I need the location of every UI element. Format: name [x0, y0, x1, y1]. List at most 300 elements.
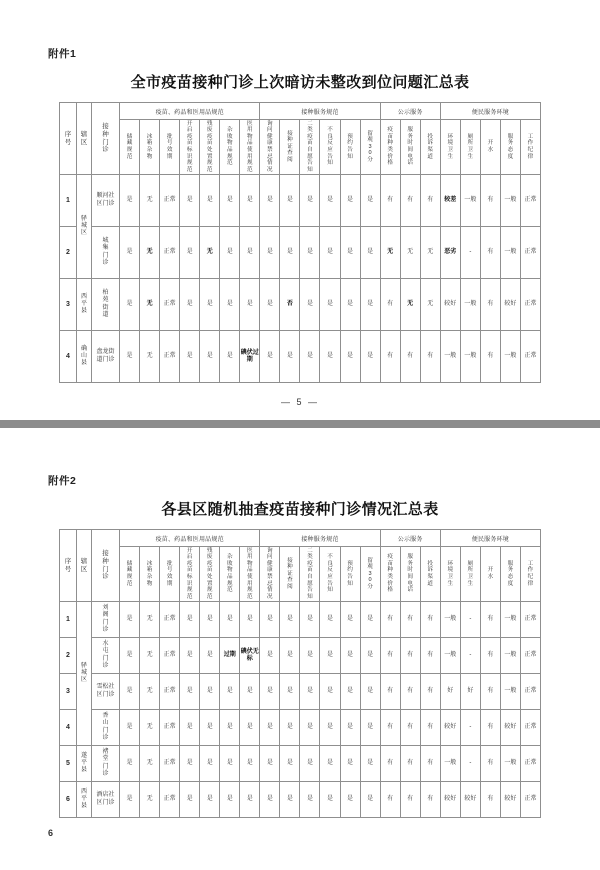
table-cell: 有: [400, 710, 420, 746]
col-header-9: 医 用 物 品 使 用 规 范: [240, 120, 260, 175]
table-cell: 是: [300, 227, 320, 279]
table-cell: 有: [420, 782, 440, 818]
table-cell: 有: [380, 175, 400, 227]
table-cell: 无: [140, 782, 160, 818]
table-cell: 是: [320, 782, 340, 818]
table-cell: 是: [240, 602, 260, 638]
table-cell: 是: [320, 602, 340, 638]
table-cell: 一般: [500, 175, 520, 227]
table-cell: 有: [420, 674, 440, 710]
table-cell: 是: [360, 279, 380, 331]
table-cell: 正常: [160, 674, 180, 710]
col-header-0: 序 号: [60, 530, 77, 602]
table-cell: 无: [140, 279, 160, 331]
col-header-13: 不 良 反 应 告 知: [320, 120, 340, 175]
table-cell: 是: [220, 602, 240, 638]
table-cell: 是: [320, 638, 340, 674]
table-body-1: [60, 175, 541, 383]
group-header-0: 疫苗、药品和医用品规范: [120, 103, 260, 120]
table-cell: 是: [260, 331, 280, 383]
table-cell: 是: [220, 175, 240, 227]
col-header-10: 询 问 健 康 禁 忌 情 况: [260, 547, 280, 602]
col-header-21: 开 水: [480, 120, 500, 175]
table-cell: 无: [400, 279, 420, 331]
col-header-18: 投 诉 渠 道: [420, 120, 440, 175]
table-cell: 一般: [460, 279, 480, 331]
table-cell: 是: [360, 710, 380, 746]
col-header-2: 接 种 门 诊: [92, 103, 120, 175]
row-region: 西 平 县: [77, 279, 92, 331]
table-cell: 是: [200, 602, 220, 638]
col-header-14: 预 约 告 知: [340, 120, 360, 175]
table-cell: 是: [220, 674, 240, 710]
table-cell: 是: [120, 175, 140, 227]
table-cell: 有: [420, 746, 440, 782]
table-cell: 是: [280, 175, 300, 227]
table-cell: 是: [200, 331, 220, 383]
table-cell: 有: [380, 638, 400, 674]
col-header-22: 服 务 态 度: [500, 547, 520, 602]
col-header-11: 接 种 证 查 阅: [280, 547, 300, 602]
table-cell: 是: [200, 746, 220, 782]
table-cell: 是: [300, 279, 320, 331]
table-cell: 较好: [460, 782, 480, 818]
row-clinic: 褚 堂 门 诊: [92, 746, 120, 782]
col-header-18: 投 诉 渠 道: [420, 547, 440, 602]
table-cell: 正常: [520, 175, 540, 227]
table-cell: 有: [400, 602, 420, 638]
table-cell: 是: [220, 710, 240, 746]
table-cell: 有: [400, 331, 420, 383]
table-cell: 正常: [520, 782, 540, 818]
col-header-5: 批 号 效 期: [160, 547, 180, 602]
table-cell: 是: [220, 746, 240, 782]
table-cell: 是: [360, 331, 380, 383]
table-cell: 无: [400, 227, 420, 279]
table-cell: 有: [480, 227, 500, 279]
table-cell: 正常: [520, 279, 540, 331]
table-cell: 有: [480, 710, 500, 746]
group-header-1: 接种服务规范: [260, 103, 380, 120]
table-cell: 碘伏无标: [240, 638, 260, 674]
row-region: 驿 城 区: [77, 602, 92, 746]
table-cell: 较好: [440, 782, 460, 818]
col-header-15: 留 观 3 0 分: [360, 547, 380, 602]
table-cell: 是: [180, 279, 200, 331]
col-header-3: 储 藏 规 范: [120, 120, 140, 175]
table-cell: 一般: [500, 746, 520, 782]
row-clinic: 刘 阁 门 诊: [92, 602, 120, 638]
table-cell: 是: [180, 638, 200, 674]
table-row: [60, 279, 541, 331]
table-cell: 是: [260, 674, 280, 710]
row-clinic: 酒店社 区门诊: [92, 782, 120, 818]
table-cell: 是: [300, 746, 320, 782]
table-cell: 有: [380, 674, 400, 710]
col-header-22: 服 务 态 度: [500, 120, 520, 175]
table-cell: 是: [260, 602, 280, 638]
table-cell: 有: [380, 279, 400, 331]
row-clinic: 香 山 门 诊: [92, 710, 120, 746]
table-cell: 是: [340, 602, 360, 638]
table-cell: 正常: [160, 782, 180, 818]
col-header-2: 接 种 门 诊: [92, 530, 120, 602]
table-header-1: [60, 103, 541, 175]
table-cell: 无: [140, 710, 160, 746]
table-cell: 是: [240, 175, 260, 227]
table-cell: 恶劣: [440, 227, 460, 279]
table-cell: 正常: [520, 674, 540, 710]
table-cell: 一般: [440, 331, 460, 383]
table-cell: 是: [320, 279, 340, 331]
row-clinic: 顺河社 区门诊: [92, 175, 120, 227]
page-separator: [0, 420, 600, 428]
table-cell: 有: [400, 782, 420, 818]
summary-table-1: [59, 102, 541, 383]
table-cell: 是: [340, 746, 360, 782]
row-clinic: 柏 苑 街 道: [92, 279, 120, 331]
col-header-7: 残 废 疫 苗 处 置 规 范: [200, 120, 220, 175]
table-cell: 是: [120, 227, 140, 279]
table-cell: 正常: [160, 602, 180, 638]
group-header-2: 公示服务: [380, 103, 440, 120]
table-cell: 是: [200, 638, 220, 674]
table-cell: 是: [200, 175, 220, 227]
table-cell: 正常: [160, 175, 180, 227]
col-header-8: 杂 敗 物 品 规 范: [220, 547, 240, 602]
table-cell: 是: [240, 782, 260, 818]
table-cell: 无: [380, 227, 400, 279]
col-header-23: 工 作 纪 律: [520, 120, 540, 175]
table-cell: 无: [140, 602, 160, 638]
group-header-0: 疫苗、药品和医用品规范: [120, 530, 260, 547]
col-header-11: 接 种 证 查 阅: [280, 120, 300, 175]
table-cell: -: [460, 227, 480, 279]
row-index: 2: [60, 227, 77, 279]
table-cell: 无: [140, 331, 160, 383]
table-row: [60, 602, 541, 638]
table-cell: 是: [240, 710, 260, 746]
row-index: 4: [60, 710, 77, 746]
col-header-17: 服 务 时 间 电 话: [400, 120, 420, 175]
table-cell: -: [460, 638, 480, 674]
table-cell: 正常: [520, 602, 540, 638]
table-cell: 否: [280, 279, 300, 331]
col-header-16: 疫 苗 种 类 价 格: [380, 120, 400, 175]
col-header-7: 残 废 疫 苗 处 置 规 范: [200, 547, 220, 602]
col-header-12: 二 类 疫 苗 自 愿 告 知: [300, 547, 320, 602]
table-cell: 有: [480, 279, 500, 331]
table-cell: 是: [360, 782, 380, 818]
table-cell: 是: [340, 227, 360, 279]
table-cell: 一般: [440, 746, 460, 782]
row-index: 1: [60, 602, 77, 638]
table-cell: 有: [380, 782, 400, 818]
table-cell: 有: [480, 602, 500, 638]
table-cell: 正常: [520, 710, 540, 746]
table-cell: 无: [140, 227, 160, 279]
table-cell: 正常: [160, 746, 180, 782]
table-row: [60, 710, 541, 746]
table-cell: 是: [360, 638, 380, 674]
table-cell: 无: [420, 279, 440, 331]
table-cell: 有: [400, 638, 420, 674]
table-cell: 一般: [460, 331, 480, 383]
table-row: [60, 746, 541, 782]
table-cell: 一般: [500, 227, 520, 279]
table-cell: 较好: [440, 279, 460, 331]
table-cell: 一般: [500, 602, 520, 638]
table-cell: 是: [280, 602, 300, 638]
col-header-20: 厕 所 卫 生: [460, 547, 480, 602]
col-header-4: 冰 箱 杂 物: [140, 547, 160, 602]
col-header-20: 厕 所 卫 生: [460, 120, 480, 175]
row-index: 2: [60, 638, 77, 674]
table-cell: 是: [280, 227, 300, 279]
table-cell: 是: [260, 710, 280, 746]
col-header-17: 服 务 时 间 电 话: [400, 547, 420, 602]
table-cell: 较好: [500, 279, 520, 331]
table-cell: 是: [320, 746, 340, 782]
table-cell: 正常: [160, 638, 180, 674]
table-cell: 是: [200, 782, 220, 818]
table-cell: 是: [240, 279, 260, 331]
table-cell: 是: [280, 674, 300, 710]
table-cell: 是: [120, 638, 140, 674]
table-cell: -: [460, 746, 480, 782]
table-cell: 是: [260, 638, 280, 674]
table-cell: 有: [420, 602, 440, 638]
table-cell: 好: [440, 674, 460, 710]
table-cell: -: [460, 602, 480, 638]
group-header-3: 便民服务环境: [440, 103, 540, 120]
table-cell: 是: [180, 746, 200, 782]
group-header-3: 便民服务环境: [440, 530, 540, 547]
col-header-19: 环 境 卫 生: [440, 120, 460, 175]
summary-table-2: [59, 529, 541, 818]
table-cell: 是: [220, 782, 240, 818]
table-cell: 是: [180, 782, 200, 818]
table-cell: 是: [260, 782, 280, 818]
table-cell: 有: [480, 674, 500, 710]
page-number-2: 6: [48, 828, 54, 838]
table-cell: 是: [260, 746, 280, 782]
row-index: 3: [60, 674, 77, 710]
row-region: 驿 城 区: [77, 175, 92, 279]
col-header-5: 批 号 效 期: [160, 120, 180, 175]
row-index: 4: [60, 331, 77, 383]
row-index: 6: [60, 782, 77, 818]
table-cell: 是: [280, 710, 300, 746]
table-cell: 好: [460, 674, 480, 710]
table-cell: 一般: [440, 638, 460, 674]
group-header-1: 接种服务规范: [260, 530, 380, 547]
table-cell: 正常: [160, 279, 180, 331]
col-header-10: 询 问 健 康 禁 忌 情 况: [260, 120, 280, 175]
table-cell: 有: [480, 175, 500, 227]
col-header-9: 医 用 物 品 使 用 规 范: [240, 547, 260, 602]
table-cell: 一般: [460, 175, 480, 227]
table-cell: 是: [340, 331, 360, 383]
page-title-2: 各县区随机抽查疫苗接种门诊情况汇总表: [161, 501, 439, 518]
table-cell: 有: [420, 710, 440, 746]
table-cell: 是: [360, 602, 380, 638]
table-cell: 一般: [500, 331, 520, 383]
table-cell: 无: [140, 746, 160, 782]
table-body-2: [60, 602, 541, 818]
table-cell: 是: [180, 602, 200, 638]
table-cell: 是: [340, 175, 360, 227]
table-cell: 是: [300, 602, 320, 638]
col-header-0: 序 号: [60, 103, 77, 175]
attachment-label-1: 附件1: [48, 48, 77, 60]
table-row: [60, 674, 541, 710]
table-cell: 是: [340, 674, 360, 710]
table-row: [60, 331, 541, 383]
table-cell: 是: [320, 175, 340, 227]
table-cell: 无: [200, 227, 220, 279]
table-row: [60, 638, 541, 674]
table-cell: 是: [280, 638, 300, 674]
table-cell: 有: [400, 175, 420, 227]
table-cell: -: [460, 710, 480, 746]
table-cell: 是: [300, 638, 320, 674]
table-cell: 有: [420, 638, 440, 674]
document-page-1: [0, 0, 600, 420]
table-cell: 是: [360, 175, 380, 227]
table-cell: 较好: [500, 710, 520, 746]
col-header-13: 不 良 反 应 告 知: [320, 547, 340, 602]
row-clinic: 盘龙街 道门诊: [92, 331, 120, 383]
table-cell: 是: [240, 674, 260, 710]
table-cell: 有: [480, 331, 500, 383]
col-header-6: 开 启 疫 苗 标 识 规 范: [180, 547, 200, 602]
table-cell: 较好: [500, 782, 520, 818]
col-header-14: 预 约 告 知: [340, 547, 360, 602]
table-cell: 是: [180, 331, 200, 383]
row-region: 西 平 县: [77, 782, 92, 818]
table-cell: 有: [380, 331, 400, 383]
table-cell: 正常: [160, 331, 180, 383]
table-cell: 是: [340, 782, 360, 818]
table-cell: 是: [260, 227, 280, 279]
table-cell: 是: [240, 227, 260, 279]
table-cell: 是: [120, 710, 140, 746]
table-cell: 是: [360, 674, 380, 710]
table-row: [60, 227, 541, 279]
table-cell: 是: [120, 331, 140, 383]
table-cell: 是: [120, 674, 140, 710]
table-cell: 是: [320, 331, 340, 383]
table-cell: 正常: [520, 331, 540, 383]
table-cell: 是: [120, 746, 140, 782]
table-cell: 是: [360, 227, 380, 279]
table-cell: 正常: [160, 227, 180, 279]
table-cell: 一般: [500, 674, 520, 710]
table-cell: 是: [300, 674, 320, 710]
col-header-21: 开 水: [480, 547, 500, 602]
table-cell: 是: [240, 746, 260, 782]
table-cell: 较差: [440, 175, 460, 227]
table-header-2: [60, 530, 541, 602]
row-index: 3: [60, 279, 77, 331]
table-cell: 是: [300, 331, 320, 383]
col-header-1: 辖 区: [77, 103, 92, 175]
table-cell: 有: [380, 602, 400, 638]
col-header-4: 冰 箱 杂 物: [140, 120, 160, 175]
table-row: [60, 782, 541, 818]
table-cell: 是: [200, 674, 220, 710]
table-cell: 一般: [500, 638, 520, 674]
col-header-19: 环 境 卫 生: [440, 547, 460, 602]
table-cell: 无: [140, 674, 160, 710]
table-cell: 是: [220, 279, 240, 331]
table-cell: 是: [180, 175, 200, 227]
table-cell: 是: [120, 782, 140, 818]
table-cell: 碘伏过期: [240, 331, 260, 383]
page-title-1: 全市疫苗接种门诊上次暗访未整改到位问题汇总表: [130, 74, 470, 91]
table-cell: 是: [320, 674, 340, 710]
table-cell: 是: [200, 710, 220, 746]
table-cell: 是: [220, 227, 240, 279]
table-cell: 是: [220, 331, 240, 383]
table-cell: 是: [320, 710, 340, 746]
table-cell: 无: [420, 227, 440, 279]
row-clinic: 雪松社 区门诊: [92, 674, 120, 710]
table-cell: 正常: [160, 710, 180, 746]
table-cell: 有: [400, 746, 420, 782]
table-cell: 正常: [520, 638, 540, 674]
col-header-3: 储 藏 规 范: [120, 547, 140, 602]
page-number-1: — 5 —: [280, 397, 319, 407]
table-cell: 是: [280, 331, 300, 383]
table-cell: 是: [340, 279, 360, 331]
row-region: 确 山 县: [77, 331, 92, 383]
attachment-label-2: 附件2: [48, 475, 77, 487]
table-cell: 有: [480, 746, 500, 782]
table-cell: 是: [180, 674, 200, 710]
table-cell: 是: [340, 710, 360, 746]
table-cell: 有: [480, 782, 500, 818]
table-row: [60, 175, 541, 227]
row-region: 遂 平 县: [77, 746, 92, 782]
table-cell: 较好: [440, 710, 460, 746]
table-cell: 是: [280, 782, 300, 818]
table-cell: 是: [120, 279, 140, 331]
table-cell: 是: [180, 710, 200, 746]
table-cell: 是: [180, 227, 200, 279]
row-clinic: 城 集 门 诊: [92, 227, 120, 279]
table-cell: 是: [280, 746, 300, 782]
table-cell: 有: [400, 674, 420, 710]
table-cell: 是: [360, 746, 380, 782]
table-cell: 有: [380, 746, 400, 782]
table-cell: 有: [480, 638, 500, 674]
table-cell: 无: [140, 175, 160, 227]
table-cell: 是: [260, 279, 280, 331]
document-page-2: [0, 428, 600, 870]
group-header-2: 公示服务: [380, 530, 440, 547]
table-cell: 是: [340, 638, 360, 674]
row-index: 1: [60, 175, 77, 227]
table-cell: 无: [140, 638, 160, 674]
table-cell: 有: [420, 331, 440, 383]
table-cell: 过期: [220, 638, 240, 674]
table-cell: 一般: [440, 602, 460, 638]
table-cell: 有: [420, 175, 440, 227]
table-cell: 是: [320, 227, 340, 279]
row-clinic: 水 屯 门 诊: [92, 638, 120, 674]
